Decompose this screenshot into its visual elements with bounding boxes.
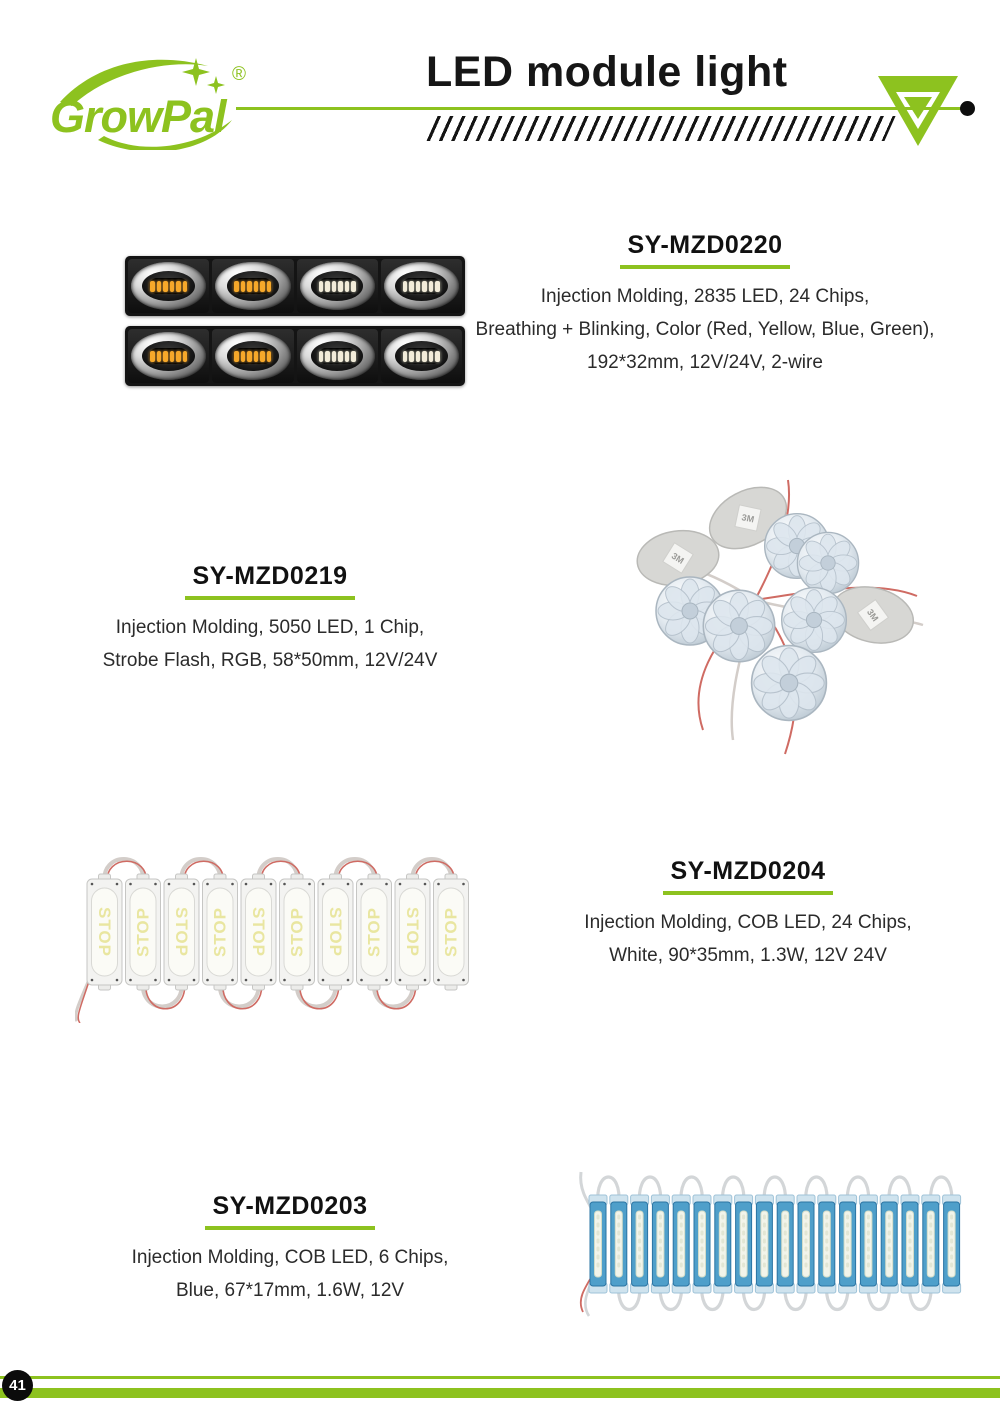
svg-text:STOP: STOP xyxy=(287,907,307,957)
svg-text:STOP: STOP xyxy=(172,907,191,957)
svg-text:STOP: STOP xyxy=(441,907,461,957)
svg-text:STOP: STOP xyxy=(133,907,153,957)
svg-text:3M: 3M xyxy=(740,512,756,525)
product-sy-mzd0219 xyxy=(70,562,470,677)
logo-text: GrowPal xyxy=(50,91,226,142)
product-description-line: Strobe Flash, RGB, 58*50mm, 12V/24V xyxy=(102,650,438,671)
header-rule xyxy=(236,107,967,110)
product-image-sy-mzd0203 xyxy=(577,1158,977,1328)
product-sy-mzd0220 xyxy=(475,231,935,379)
product-underline xyxy=(663,891,833,895)
page-number-badge: 41 xyxy=(2,1370,33,1401)
page-title: LED module light xyxy=(426,48,788,96)
triangle-accent-icon xyxy=(876,72,960,150)
footer-thin-line xyxy=(0,1376,1000,1379)
svg-text:STOP: STOP xyxy=(364,907,384,957)
svg-text:STOP: STOP xyxy=(249,907,268,957)
header-slashes-decoration xyxy=(426,116,895,141)
product-description-line: Blue, 67*17mm, 1.6W, 12V xyxy=(175,1280,405,1301)
product-description-line: Injection Molding, 2835 LED, 24 Chips, xyxy=(540,286,870,307)
svg-text:STOP: STOP xyxy=(326,907,345,957)
footer-thick-bar xyxy=(0,1388,1000,1398)
product-underline xyxy=(620,265,790,269)
product-image-sy-mzd0219 xyxy=(613,468,957,763)
brand-logo xyxy=(46,50,258,150)
registered-mark: ® xyxy=(232,64,246,85)
product-description-line: Breathing + Blinking, Color (Red, Yellow, Blue, Green), xyxy=(475,319,935,340)
product-sy-mzd0204 xyxy=(548,857,948,972)
product-description-line: Injection Molding, 5050 LED, 1 Chip, xyxy=(115,617,425,638)
product-underline xyxy=(205,1226,375,1230)
product-underline xyxy=(185,596,355,600)
product-code: SY-MZD0204 xyxy=(670,857,826,885)
product-code: SY-MZD0203 xyxy=(212,1192,368,1220)
product-code: SY-MZD0220 xyxy=(627,231,783,259)
svg-text:STOP: STOP xyxy=(95,907,114,957)
product-description-line: Injection Molding, COB LED, 6 Chips, xyxy=(131,1247,449,1268)
product-description-line: Injection Molding, COB LED, 24 Chips, xyxy=(584,912,912,933)
svg-text:STOP: STOP xyxy=(403,907,422,957)
product-description-line: White, 90*35mm, 1.3W, 12V 24V xyxy=(609,945,887,966)
product-image-sy-mzd0204 xyxy=(75,843,490,1023)
product-code: SY-MZD0219 xyxy=(192,562,348,590)
product-sy-mzd0203 xyxy=(90,1192,490,1307)
product-image-sy-mzd0220 xyxy=(125,256,465,392)
header-dot-icon xyxy=(960,101,975,116)
svg-text:3M: 3M xyxy=(864,607,881,624)
svg-text:STOP: STOP xyxy=(210,907,230,957)
product-description-line: 192*32mm, 12V/24V, 2-wire xyxy=(587,352,823,373)
svg-text:3M: 3M xyxy=(669,550,686,566)
